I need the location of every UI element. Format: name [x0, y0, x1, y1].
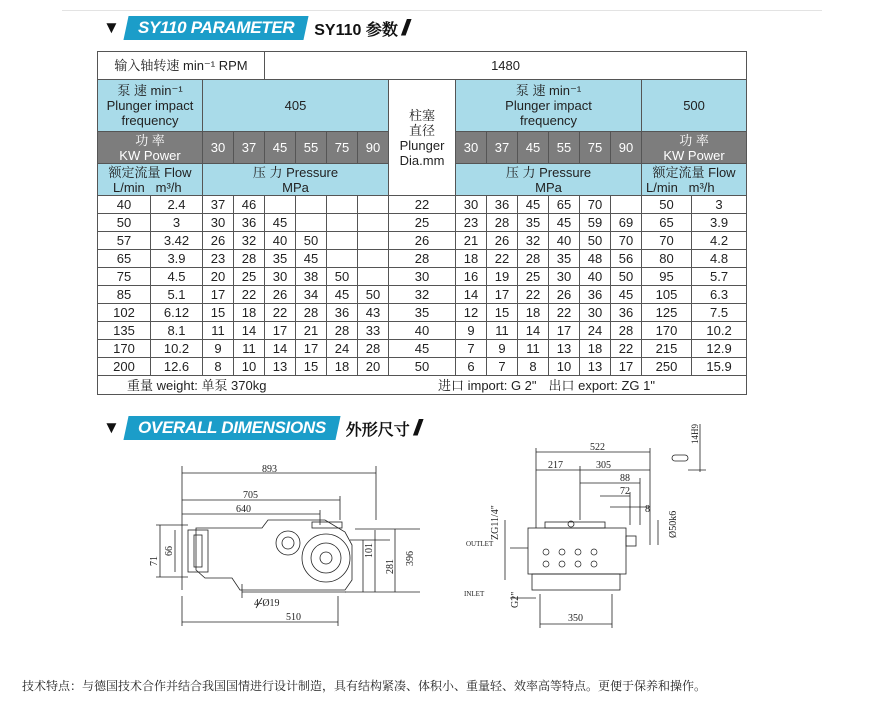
table-cell: 15 [203, 304, 234, 322]
dim-8: 8 [645, 504, 650, 515]
table-cell: 57 [98, 232, 151, 250]
table-cell: 32 [389, 286, 456, 304]
table-cell: 5.7 [692, 268, 747, 286]
table-cell: 85 [98, 286, 151, 304]
slash-icon: // [411, 415, 421, 440]
table-cell: 20 [203, 268, 234, 286]
table-cell: 10.2 [692, 322, 747, 340]
table-cell: 35 [265, 250, 296, 268]
table-cell: 6.12 [151, 304, 203, 322]
table-cell: 14 [518, 322, 549, 340]
parameter-banner: SY110 PARAMETER [123, 16, 309, 40]
export-info: 出口 export: ZG 1" [549, 376, 747, 395]
table-cell: 9 [456, 322, 487, 340]
table-cell: 28 [487, 214, 518, 232]
power-cell: 55 [549, 132, 580, 164]
table-cell: 30 [265, 268, 296, 286]
table-cell: 36 [327, 304, 358, 322]
table-cell: 22 [549, 304, 580, 322]
table-cell: 15.9 [692, 358, 747, 376]
table-cell: 65 [98, 250, 151, 268]
table-cell: 35 [389, 304, 456, 322]
table-cell: 14 [456, 286, 487, 304]
table-cell: 22 [487, 250, 518, 268]
table-cell: 46 [234, 196, 265, 214]
table-cell: 30 [203, 214, 234, 232]
table-cell: 28 [611, 322, 642, 340]
table-cell: 36 [234, 214, 265, 232]
table-cell: 28 [234, 250, 265, 268]
table-cell: 3.9 [692, 214, 747, 232]
table-cell: 13 [580, 358, 611, 376]
table-cell: 45 [611, 286, 642, 304]
table-cell: 7 [456, 340, 487, 358]
table-cell: 40 [265, 232, 296, 250]
dimensions-banner: OVERALL DIMENSIONS [123, 416, 340, 440]
table-cell: 22 [265, 304, 296, 322]
table-cell: 50 [642, 196, 692, 214]
power-cell: 30 [456, 132, 487, 164]
plunger-speed-right: 泵 速 min⁻¹ Plunger impact frequency [456, 80, 642, 132]
table-cell: 8 [203, 358, 234, 376]
power-cell: 75 [580, 132, 611, 164]
table-cell: 75 [98, 268, 151, 286]
table-cell: 45 [296, 250, 327, 268]
table-cell: 38 [296, 268, 327, 286]
table-cell: 12 [456, 304, 487, 322]
table-cell: 18 [518, 304, 549, 322]
table-cell: 17 [549, 322, 580, 340]
table-cell: 50 [296, 232, 327, 250]
table-cell: 3.9 [151, 250, 203, 268]
key-dim: 14H9 [690, 424, 700, 444]
table-cell: 8 [518, 358, 549, 376]
plunger-speed-left: 泵 速 min⁻¹ Plunger impact frequency [98, 80, 203, 132]
table-cell: 3 [151, 214, 203, 232]
table-cell: 11 [234, 340, 265, 358]
table-cell: 65 [642, 214, 692, 232]
table-cell: 50 [580, 232, 611, 250]
table-cell: 45 [518, 196, 549, 214]
table-cell: 26 [487, 232, 518, 250]
dim-350: 350 [568, 613, 583, 624]
power-cell: 45 [518, 132, 549, 164]
power-label-left: 功 率 KW Power [98, 132, 203, 164]
table-cell: 15 [296, 358, 327, 376]
table-cell: 4.5 [151, 268, 203, 286]
table-cell: 32 [518, 232, 549, 250]
right-speed-value: 500 [642, 80, 747, 132]
table-cell: 32 [234, 232, 265, 250]
dim-305: 305 [596, 460, 611, 471]
table-cell: 17 [265, 322, 296, 340]
table-cell: 11 [487, 322, 518, 340]
table-cell: 28 [358, 340, 389, 358]
table-cell: 15 [487, 304, 518, 322]
power-cell: 45 [265, 132, 296, 164]
table-cell: 4.2 [692, 232, 747, 250]
dim-101: 101 [364, 543, 375, 558]
zg-label: ZG11/4" [490, 505, 501, 540]
table-cell: 40 [389, 322, 456, 340]
table-cell: 70 [580, 196, 611, 214]
table-cell: 25 [518, 268, 549, 286]
table-cell: 18 [327, 358, 358, 376]
table-cell: 10.2 [151, 340, 203, 358]
table-cell: 40 [549, 232, 580, 250]
table-cell: 50 [327, 268, 358, 286]
table-cell: 36 [611, 304, 642, 322]
table-cell: 30 [389, 268, 456, 286]
power-cell: 90 [358, 132, 389, 164]
table-cell: 200 [98, 358, 151, 376]
table-cell: 28 [518, 250, 549, 268]
table-cell: 215 [642, 340, 692, 358]
left-speed-value: 405 [203, 80, 389, 132]
table-cell: 10 [549, 358, 580, 376]
dim-72: 72 [620, 486, 630, 497]
table-cell: 59 [580, 214, 611, 232]
table-cell: 24 [327, 340, 358, 358]
pressure-label-left: 压 力 Pressure MPa [203, 164, 389, 196]
table-cell: 95 [642, 268, 692, 286]
dim-holes: 4-Ø19 [254, 598, 280, 609]
dim-705: 705 [243, 490, 258, 501]
table-cell: 45 [389, 340, 456, 358]
triangle-icon: ▼ [103, 18, 120, 37]
table-cell: 12.9 [692, 340, 747, 358]
table-cell: 11 [203, 322, 234, 340]
dim-893: 893 [262, 464, 277, 475]
table-cell: 70 [642, 232, 692, 250]
table-cell: 18 [234, 304, 265, 322]
table-cell: 25 [389, 214, 456, 232]
table-cell: 4.8 [692, 250, 747, 268]
outlet-label: OUTLET [466, 540, 494, 548]
table-cell: 28 [389, 250, 456, 268]
table-cell: 135 [98, 322, 151, 340]
table-cell: 50 [358, 286, 389, 304]
table-cell: 22 [234, 286, 265, 304]
table-cell: 16 [456, 268, 487, 286]
table-cell: 7 [487, 358, 518, 376]
table-cell: 7.5 [692, 304, 747, 322]
table-cell: 40 [580, 268, 611, 286]
table-cell: 22 [389, 196, 456, 214]
table-cell: 50 [389, 358, 456, 376]
table-cell: 17 [611, 358, 642, 376]
g2-label: G2" [510, 591, 521, 608]
power-cell: 55 [296, 132, 327, 164]
table-cell: 45 [265, 214, 296, 232]
table-cell: 36 [487, 196, 518, 214]
table-cell: 17 [296, 340, 327, 358]
table-cell: 26 [203, 232, 234, 250]
table-cell: 10 [234, 358, 265, 376]
dim-217: 217 [548, 460, 563, 471]
dim-281: 281 [385, 559, 396, 574]
table-cell: 36 [580, 286, 611, 304]
table-cell: 37 [203, 196, 234, 214]
table-cell: 14 [265, 340, 296, 358]
rpm-label: 输入轴转速 min⁻¹ RPM [98, 52, 265, 80]
shaft-dim: Ø50k6 [668, 510, 679, 538]
table-cell: 170 [98, 340, 151, 358]
table-cell: 17 [487, 286, 518, 304]
table-cell: 65 [549, 196, 580, 214]
dimensions-title-zh: 外形尺寸 [345, 421, 410, 439]
power-cell: 30 [203, 132, 234, 164]
table-cell: 56 [611, 250, 642, 268]
table-cell: 170 [642, 322, 692, 340]
table-cell: 19 [487, 268, 518, 286]
import-info: 进口 import: G 2" [296, 376, 549, 395]
dim-640: 640 [236, 504, 251, 515]
table-cell: 18 [580, 340, 611, 358]
table-cell: 30 [549, 268, 580, 286]
table-cell: 9 [203, 340, 234, 358]
table-cell: 70 [611, 232, 642, 250]
table-cell: 5.1 [151, 286, 203, 304]
power-cell: 37 [234, 132, 265, 164]
table-cell: 69 [611, 214, 642, 232]
table-cell: 102 [98, 304, 151, 322]
table-cell: 26 [265, 286, 296, 304]
table-cell: 34 [296, 286, 327, 304]
slash-icon: // [399, 15, 409, 40]
table-cell: 30 [580, 304, 611, 322]
table-cell: 45 [327, 286, 358, 304]
weight-info: 重量 weight: 单泵 370kg [98, 376, 296, 395]
table-cell: 26 [389, 232, 456, 250]
flow-label-left: 额定流量 Flow L/min m³/h [98, 164, 203, 196]
table-cell: 18 [456, 250, 487, 268]
power-cell: 37 [487, 132, 518, 164]
table-cell: 125 [642, 304, 692, 322]
dim-66: 66 [164, 546, 175, 556]
table-cell: 22 [611, 340, 642, 358]
table-cell: 105 [642, 286, 692, 304]
triangle-icon: ▼ [103, 418, 120, 437]
table-cell: 3 [692, 196, 747, 214]
table-cell: 26 [549, 286, 580, 304]
table-cell: 30 [456, 196, 487, 214]
table-cell: 22 [518, 286, 549, 304]
table-cell: 50 [611, 268, 642, 286]
table-cell: 13 [549, 340, 580, 358]
table-cell: 6.3 [692, 286, 747, 304]
inlet-label: INLET [464, 590, 485, 598]
table-cell: 13 [265, 358, 296, 376]
table-cell: 21 [296, 322, 327, 340]
table-cell: 12.6 [151, 358, 203, 376]
table-cell: 35 [518, 214, 549, 232]
rpm-value: 1480 [265, 52, 747, 80]
table-cell: 25 [234, 268, 265, 286]
table-cell: 45 [549, 214, 580, 232]
power-cell: 75 [327, 132, 358, 164]
table-cell: 24 [580, 322, 611, 340]
table-cell: 33 [358, 322, 389, 340]
dim-88: 88 [620, 473, 630, 484]
side-view-drawing [156, 466, 420, 626]
plunger-dia-header: 柱塞 直径 Plunger Dia.mm [389, 80, 456, 196]
table-cell: 28 [296, 304, 327, 322]
table-cell: 20 [358, 358, 389, 376]
table-cell: 80 [642, 250, 692, 268]
pressure-label-right: 压 力 Pressure MPa [456, 164, 642, 196]
table-cell: 8.1 [151, 322, 203, 340]
table-cell: 48 [580, 250, 611, 268]
dim-71: 71 [149, 556, 160, 566]
dim-522: 522 [590, 442, 605, 453]
table-cell: 250 [642, 358, 692, 376]
dim-510: 510 [286, 612, 301, 623]
table-cell: 23 [203, 250, 234, 268]
dim-396: 396 [405, 551, 416, 566]
technical-features-note: 技术特点：与德国技术合作并结合我国国情进行设计制造，具有结构紧凑、体积小、重量轻、效率高等特点。更便于保养和操作。 [22, 679, 707, 693]
table-cell: 3.42 [151, 232, 203, 250]
table-cell: 21 [456, 232, 487, 250]
table-cell: 43 [358, 304, 389, 322]
power-cell: 90 [611, 132, 642, 164]
parameter-title-zh: SY110 参数 [314, 21, 398, 39]
table-cell: 6 [456, 358, 487, 376]
table-cell: 9 [487, 340, 518, 358]
table-cell: 23 [456, 214, 487, 232]
table-cell: 11 [518, 340, 549, 358]
table-cell: 2.4 [151, 196, 203, 214]
table-cell: 17 [203, 286, 234, 304]
table-cell: 28 [327, 322, 358, 340]
flow-label-right: 额定流量 Flow L/min m³/h [642, 164, 747, 196]
power-label-right: 功 率 KW Power [642, 132, 747, 164]
table-cell: 14 [234, 322, 265, 340]
table-cell: 35 [549, 250, 580, 268]
table-cell: 50 [98, 214, 151, 232]
table-cell: 40 [98, 196, 151, 214]
